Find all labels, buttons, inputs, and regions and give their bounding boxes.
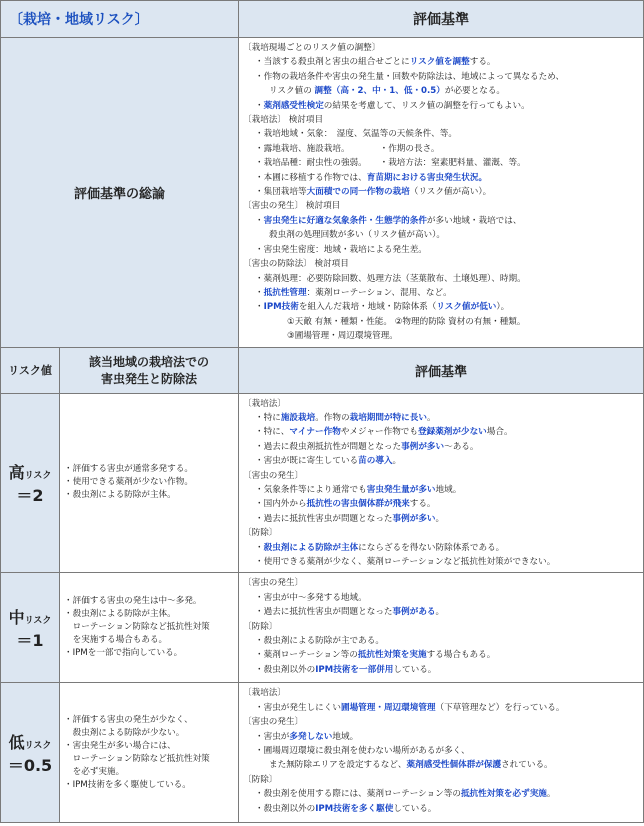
emphasis-text: 薬剤感受性検定 [263, 100, 324, 111]
method-line: ・IPM技術を多く駆使している。 [64, 779, 191, 790]
line-text: ・害虫が中～多発する地域。 [255, 592, 367, 603]
method-line: ・評価する害虫の発生は中～多発。 [64, 596, 202, 607]
criteria-heading [243, 715, 639, 729]
criteria-heading [243, 113, 639, 127]
line-text: する。 [469, 57, 496, 68]
method-line: ・評価する害虫の発生が少なく、 [64, 714, 193, 725]
method-high [60, 393, 239, 573]
method-line: ローテーション防除など抵抗性対策 [64, 622, 210, 633]
emphasis-text: 抵抗性の害虫個体群が飛来 [306, 499, 410, 510]
line-text: が必要となる。 [444, 86, 506, 97]
emphasis-text: IPM技術を多く駆使 [315, 803, 394, 814]
line-text: 〔防除〕 [243, 621, 278, 632]
line-text: （リスク値が高い）。 [409, 187, 492, 198]
criteria-heading [243, 199, 639, 213]
line-text: ・害虫が発生しにくい [255, 702, 341, 713]
risk-number: ＝1 [16, 630, 44, 650]
line-text: ・過去に抵抗性害虫が問題となった [255, 607, 393, 618]
criteria-line [243, 663, 639, 677]
line-text: 。作物の [315, 412, 350, 423]
line-text: 殺虫剤の処理回数が多い（リスク値が高い）。 [269, 230, 446, 241]
method-line: ・殺虫剤による防除が主体。 [64, 609, 176, 620]
criteria-line [243, 497, 639, 511]
criteria-heading [243, 686, 639, 700]
summary-lines [243, 41, 639, 344]
line-text: ・害虫発生密度：地域・栽培による発生差。 [255, 244, 427, 255]
line-text: ・過去に抵抗性害虫が問題となった [255, 513, 393, 524]
line-text: ・使用できる薬剤が少なく、薬剤ローテーションなど抵抗性対策ができない。 [255, 557, 556, 567]
line-text: ③圃場管理・周辺環境管理。 [287, 331, 398, 342]
line-text: 〔栽培現場ごとのリスク値の調整〕 [243, 43, 381, 53]
criteria-heading [243, 526, 639, 540]
line-text: ：薬剤ローテーション、混用、など。 [306, 287, 452, 298]
line-text: ・害虫が [255, 731, 290, 742]
line-text: ・栽培品種：耐虫性の強弱。 ・栽培方法：窒素肥料量、灌漑、等。 [255, 158, 526, 169]
line-text: また無防除エリアを設定するなど、 [269, 760, 407, 771]
line-text: ・作物の栽培条件や害虫の発生量・回数や防除法は、地域によって異なるため、 [255, 71, 565, 82]
criteria-line [243, 787, 639, 801]
emphasis-text: 害虫発生に好適な気象条件・生態学的条件 [263, 215, 427, 226]
line-text: ・ [255, 542, 264, 553]
criteria-line [243, 272, 639, 286]
risk-value-header: リスク値 [1, 347, 60, 393]
emphasis-text: 苗の導入 [358, 456, 393, 467]
criteria-low [239, 683, 644, 823]
criteria-line [243, 648, 639, 662]
lower-header-row [1, 347, 644, 393]
criteria-line [243, 744, 639, 758]
criteria-heading [243, 41, 639, 55]
risk-value-mid [1, 573, 60, 683]
line-text: 〔栽培法〕 [243, 398, 286, 409]
emphasis-text: 薬剤感受性個体群が保護 [406, 760, 502, 771]
line-text: ・当該する殺虫剤と害虫の組合せごとに [255, 57, 410, 68]
method-line: を実施する場合もある。 [64, 635, 168, 646]
criteria-line [243, 605, 639, 619]
line-text: ・特に、 [255, 427, 290, 438]
criteria-line [243, 329, 639, 343]
emphasis-text: 育苗期における害虫発生状況。 [366, 172, 488, 183]
criteria-heading [243, 257, 639, 271]
criteria-lines [243, 576, 639, 677]
method-mid [60, 573, 239, 683]
line-text: ・殺虫剤以外の [255, 664, 316, 675]
criteria-heading [243, 773, 639, 787]
line-text: ・過去に殺虫剤抵抗性が問題となった [255, 441, 402, 452]
line-text: ・ [255, 215, 264, 226]
emphasis-text: 殺虫剤による防除が主体 [263, 542, 359, 553]
risk-value-low [1, 683, 60, 823]
line-text: する。 [409, 499, 436, 510]
emphasis-text: 圃場管理・周辺環境管理 [340, 702, 436, 713]
line-text: ・特に [255, 412, 281, 423]
criteria-line [243, 70, 639, 84]
line-text: ①天敵 有無・種類・性能。 ②物理的防除 資材の有無・種類。 [287, 316, 526, 327]
emphasis-text: IPM技術 [263, 302, 299, 313]
line-text: している。 [393, 803, 437, 814]
criteria-line [243, 483, 639, 497]
criteria-line [243, 156, 639, 170]
emphasis-text: 抵抗性対策を実施 [357, 650, 427, 661]
line-text: 。 [435, 607, 445, 618]
criteria-heading [243, 576, 639, 590]
criteria-header: 評価基準 [239, 1, 644, 38]
emphasis-text: マイナー作物 [289, 427, 341, 438]
line-text: ・ [255, 302, 264, 313]
line-text: 。 [546, 789, 556, 800]
line-text: ～ある。 [444, 441, 479, 452]
emphasis-text: 登録薬剤が少ない [418, 427, 487, 438]
emphasis-text: 抵抗性対策を必ず実施 [460, 789, 547, 800]
line-text: 〔害虫の発生〕 [243, 578, 304, 589]
criteria-line [243, 214, 639, 228]
line-text: ・殺虫剤を使用する際には、薬剤ローテーション等の [255, 789, 461, 800]
criteria-line [243, 555, 639, 569]
emphasis-text: 多発しない [289, 731, 333, 742]
line-text: 〔防除〕 [243, 774, 278, 785]
criteria-line [243, 411, 639, 425]
line-text: ・本圃に移植する作物では、 [255, 172, 367, 183]
criteria-line [243, 758, 639, 772]
line-text: が多い地域・栽培では、 [426, 215, 522, 226]
method-line: を必ず実施。 [64, 766, 125, 777]
risk-word: リスク [24, 615, 52, 626]
emphasis-text: 害虫発生量が多い [366, 484, 436, 495]
line-text: にならざるを得ない防除体系である。 [358, 542, 505, 553]
risk-level: 低 [8, 732, 25, 752]
criteria-line [243, 730, 639, 744]
line-text: ・集団栽培等 [255, 187, 307, 198]
risk-row-high [1, 393, 644, 573]
method-line: ローテーション防除など抵抗性対策 [64, 753, 210, 764]
criteria-line [243, 142, 639, 156]
criteria-line [243, 315, 639, 329]
criteria-line [243, 512, 639, 526]
method-line: ・害虫発生が多い場合には、 [64, 740, 176, 751]
criteria-line [243, 425, 639, 439]
risk-word: リスク [24, 740, 52, 751]
line-text: やメジャー作物でも [340, 427, 418, 438]
criteria-heading [243, 620, 639, 634]
method-line: ・IPMを一部で指向している。 [64, 648, 183, 659]
summary-row [1, 38, 644, 348]
line-text: の結果を考慮して、リスク値の調整を行ってもよい。 [323, 100, 530, 111]
method-header-line2: 害虫発生と防除法 [101, 372, 198, 387]
page-title: 〔栽培・地域リスク〕 [1, 1, 239, 38]
risk-level: 高 [8, 462, 25, 482]
method-header [60, 347, 239, 393]
criteria-line [243, 454, 639, 468]
emphasis-text: 事例がある [392, 607, 436, 618]
risk-level: 中 [8, 607, 25, 627]
title-row [1, 1, 644, 38]
criteria-lines [243, 686, 639, 816]
line-text: 。 [426, 412, 436, 423]
line-text: する場合もある。 [426, 650, 496, 661]
line-text: 〔害虫の発生〕 検討項目 [243, 201, 341, 212]
criteria-line [243, 84, 639, 98]
emphasis-text: 事例が多い [392, 513, 436, 524]
line-text: されている。 [501, 760, 553, 771]
criteria-line [243, 591, 639, 605]
line-text: （下草管理など）を行っている。 [435, 702, 565, 713]
line-text: 〔防除〕 [243, 528, 278, 539]
emphasis-text: IPM技術を一部併用 [315, 664, 394, 675]
emphasis-text: リスク値を調整 [409, 57, 470, 68]
risk-row-mid [1, 573, 644, 683]
criteria-line [243, 127, 639, 141]
method-low [60, 683, 239, 823]
criteria-line [243, 55, 639, 69]
emphasis-text: 施設栽培 [280, 412, 316, 423]
line-text: ・栽培地域・気象： 湿度、気温等の天候条件、等。 [255, 129, 457, 140]
line-text: ・殺虫剤による防除が主である。 [255, 636, 384, 647]
emphasis-text: 事例が多い [401, 441, 445, 452]
criteria-high [239, 393, 644, 573]
line-text: 〔栽培法〕 [243, 688, 286, 699]
criteria-line [243, 171, 639, 185]
emphasis-text: リスク値が低い [436, 302, 497, 313]
line-text: ・圃場周辺環境に殺虫剤を使わない場所があるが多く、 [255, 746, 470, 757]
line-text: 〔害虫の発生〕 [243, 717, 304, 728]
line-text: ・薬剤処理：必要防除回数、処理方法（茎葉散布、土壌処理）、時期。 [255, 273, 526, 284]
criteria-line [243, 286, 639, 300]
line-text: ・ [255, 287, 264, 298]
line-text: ・気象条件等により通常でも [255, 484, 367, 495]
line-text: ・露地栽培、施設栽培。 ・作期の長さ。 [255, 143, 440, 154]
emphasis-text: 抵抗性管理 [263, 287, 307, 298]
lower-criteria-header: 評価基準 [239, 347, 644, 393]
method-line: ・使用できる薬剤が少ない作物。 [64, 477, 193, 488]
criteria-line [243, 300, 639, 314]
risk-row-low [1, 683, 644, 823]
risk-number: ＝2 [16, 485, 44, 505]
criteria-line [243, 802, 639, 816]
criteria-line [243, 701, 639, 715]
line-text: ・殺虫剤以外の [255, 803, 316, 814]
emphasis-text: 栽培期間が特に長い [349, 412, 427, 423]
criteria-heading [243, 469, 639, 483]
line-text: 〔害虫の発生〕 [243, 470, 304, 481]
criteria-line [243, 185, 639, 199]
line-text: 地域。 [435, 484, 462, 495]
criteria-mid [239, 573, 644, 683]
line-text: 場合。 [486, 427, 513, 438]
line-text: ・国内外から [255, 499, 307, 510]
method-line: ・評価する害虫が通常多発する。 [64, 464, 193, 475]
method-line: 殺虫剤による防除が少ない。 [64, 727, 185, 738]
summary-criteria [239, 38, 644, 348]
line-text: している。 [393, 664, 437, 675]
line-text: ・ [255, 100, 264, 111]
line-text: 。 [392, 456, 402, 467]
criteria-line [243, 228, 639, 242]
line-text: ）。 [496, 302, 510, 313]
line-text: リスク値の [269, 86, 315, 97]
risk-word: リスク [24, 470, 52, 481]
line-text: ・害虫が既に寄生している [255, 456, 359, 467]
risk-number: ＝0.5 [7, 755, 53, 775]
line-text: を組入んだ栽培・地域・防除体系（ [298, 302, 437, 313]
criteria-line [243, 99, 639, 113]
line-text: 〔害虫の防除法〕 検討項目 [243, 259, 349, 270]
line-text: 。 [435, 513, 445, 524]
line-text: 〔栽培法〕 検討項目 [243, 115, 324, 126]
criteria-lines [243, 397, 639, 570]
line-text: 地域。 [332, 731, 359, 742]
criteria-heading [243, 397, 639, 411]
emphasis-text: 調整（高・2、中・1、低・0.5） [314, 86, 445, 97]
line-text: ・薬剤ローテーション等の [255, 650, 358, 661]
criteria-line [243, 440, 639, 454]
risk-value-high [1, 393, 60, 573]
summary-label: 評価基準の総論 [1, 38, 239, 348]
emphasis-text: 大面積での同一作物の栽培 [306, 187, 410, 198]
method-line: ・殺虫剤による防除が主体。 [64, 490, 176, 501]
criteria-line [243, 541, 639, 555]
method-header-line1: 該当地域の栽培法での [89, 355, 210, 370]
criteria-line [243, 634, 639, 648]
criteria-line [243, 243, 639, 257]
